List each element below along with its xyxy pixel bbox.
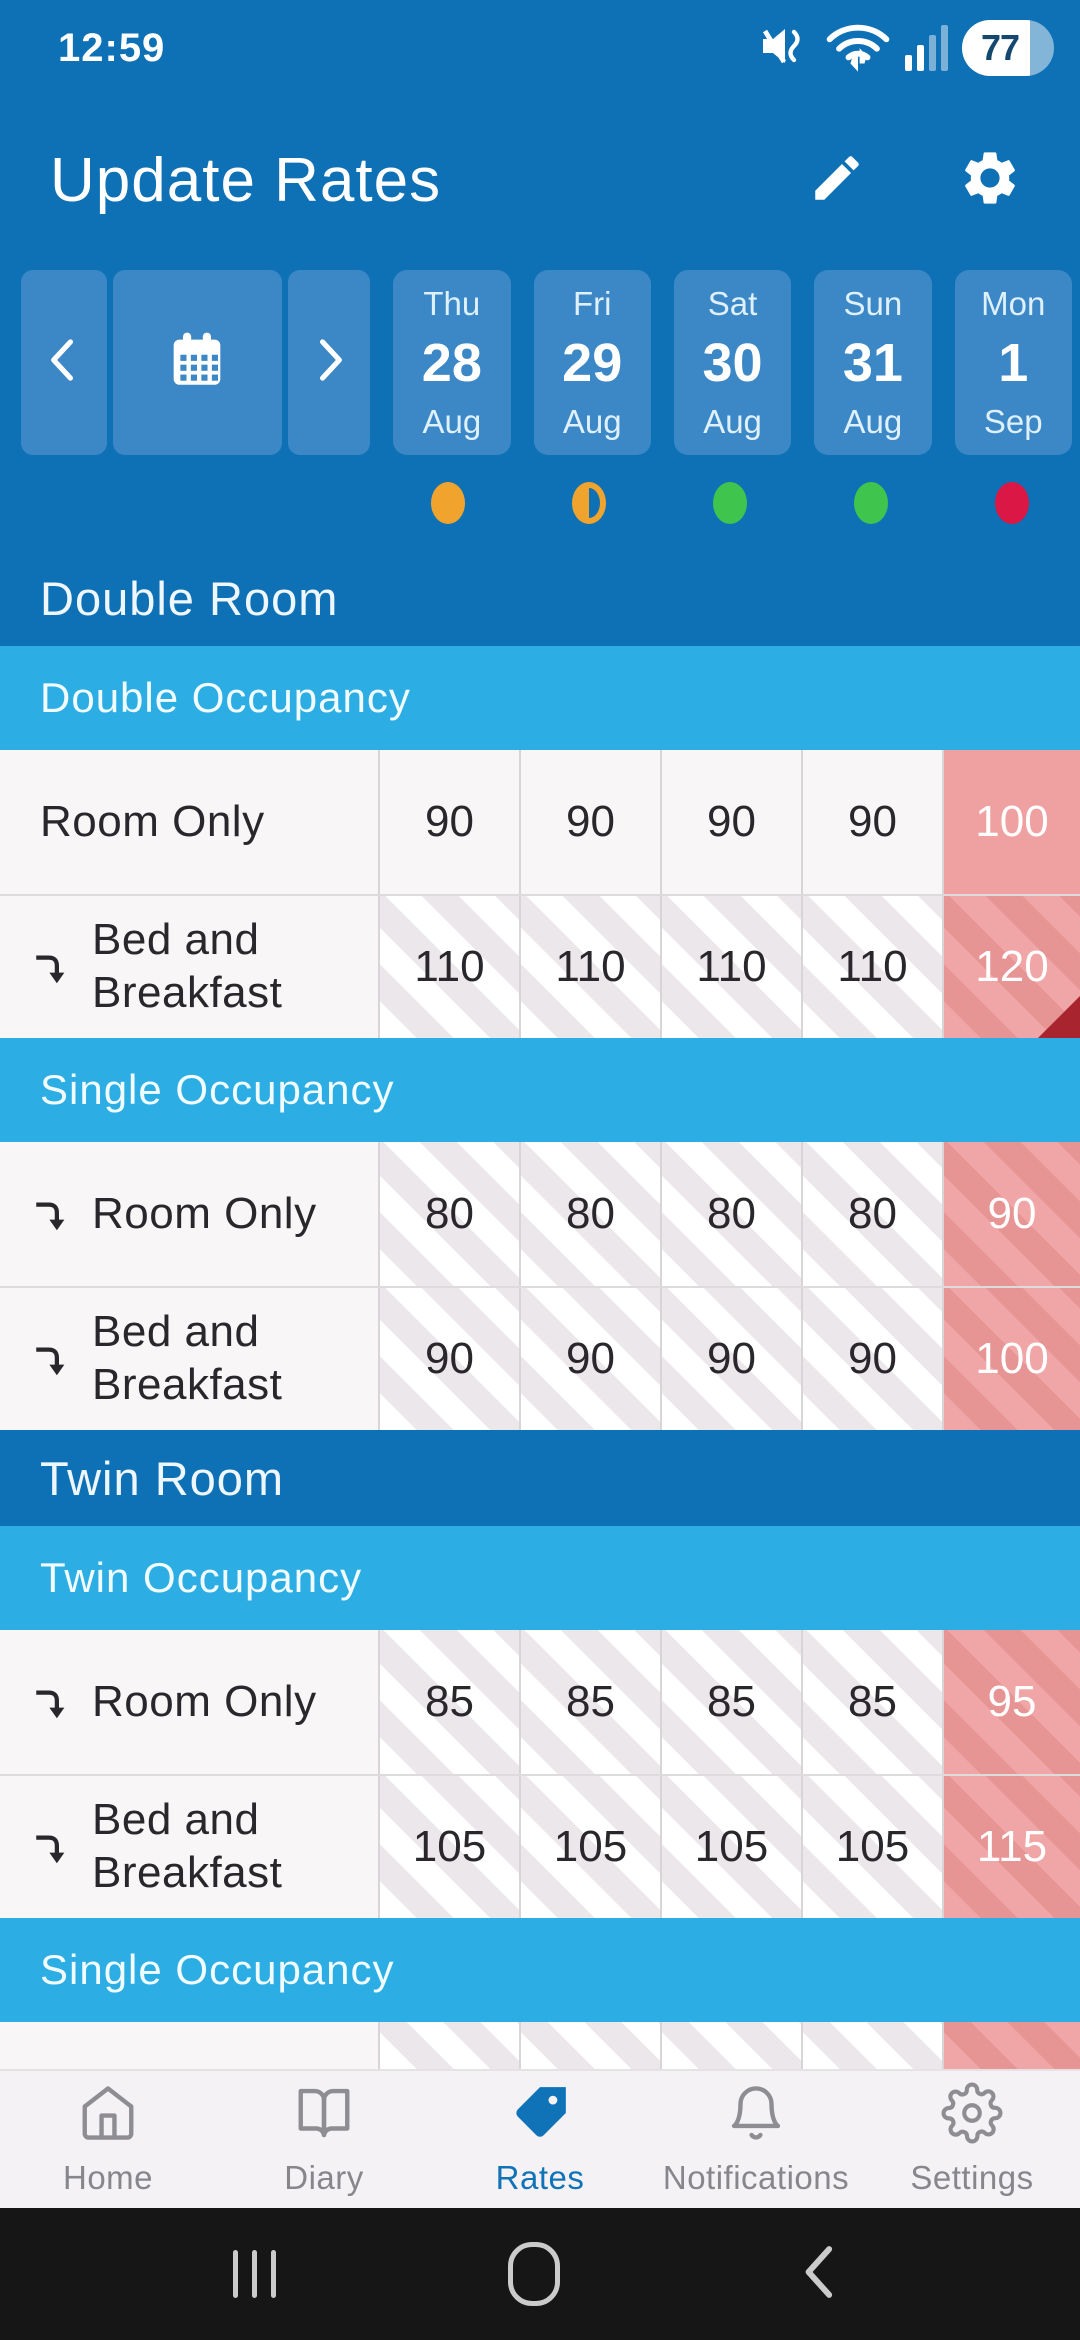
rate-cell[interactable] — [378, 2022, 519, 2069]
rate-cell[interactable]: 85 — [519, 1630, 660, 1774]
prev-chevron-icon — [33, 329, 95, 396]
status-dot-half-orange — [572, 482, 606, 524]
signal-bars-icon — [905, 25, 948, 71]
occupancy-header: Single Occupancy — [0, 1918, 1080, 2022]
room-type-header: Double Room — [0, 550, 1080, 646]
calendar-icon — [162, 325, 232, 400]
page-title: Update Rates — [50, 145, 442, 215]
home-button[interactable] — [508, 2242, 560, 2306]
date-navigation — [0, 270, 1080, 455]
rate-plan-label-cell: Bed and Breakfast — [0, 1776, 378, 1918]
battery-icon — [962, 20, 1054, 76]
recents-button[interactable] — [233, 2250, 276, 2298]
rate-row — [0, 1286, 1080, 1430]
derived-rate-arrow-icon — [30, 947, 70, 987]
rate-cell[interactable]: 90 — [660, 1288, 801, 1430]
rate-cell[interactable] — [660, 2022, 801, 2069]
rate-cell-restricted[interactable]: 120 — [942, 896, 1080, 1038]
rate-cell[interactable]: 110 — [801, 896, 942, 1038]
app-header — [0, 90, 1080, 270]
next-chevron-icon — [298, 329, 360, 396]
rate-cell[interactable]: 85 — [801, 1630, 942, 1774]
rate-plan-label-cell: Bed and Breakfast — [0, 896, 378, 1038]
gear-icon — [941, 2082, 1003, 2149]
date-cell-thu-28[interactable]: Thu 28 Aug — [393, 270, 510, 455]
rate-cell[interactable] — [519, 2022, 660, 2069]
diary-book-icon — [293, 2082, 355, 2149]
home-icon — [77, 2082, 139, 2149]
rate-cell[interactable]: 90 — [378, 1288, 519, 1430]
rate-row — [0, 750, 1080, 894]
rate-plan-label-cell: Room Only — [0, 1142, 378, 1286]
rate-cell[interactable]: 110 — [378, 896, 519, 1038]
wifi-icon — [825, 19, 891, 78]
date-cell-sun-31[interactable]: Sun 31 Aug — [814, 270, 931, 455]
rate-cell-restricted[interactable] — [942, 2022, 1080, 2069]
date-cell-fri-29[interactable]: Fri 29 Aug — [534, 270, 651, 455]
derived-rate-arrow-icon — [30, 1339, 70, 1379]
next-day-button[interactable] — [288, 270, 371, 455]
mute-vibrate-icon — [759, 22, 811, 75]
rate-plan-label-cell: Bed and Breakfast — [0, 1288, 378, 1430]
settings-gear-icon[interactable] — [958, 146, 1022, 215]
clock: 12:59 — [58, 25, 166, 70]
rate-cell[interactable]: 90 — [801, 750, 942, 894]
price-tag-icon — [509, 2082, 571, 2149]
room-type-header: Twin Room — [0, 1430, 1080, 1526]
rate-row — [0, 1142, 1080, 1286]
rate-cell[interactable]: 90 — [660, 750, 801, 894]
date-cell-sat-30[interactable]: Sat 30 Aug — [674, 270, 791, 455]
rate-cell[interactable]: 90 — [519, 750, 660, 894]
rate-cell-restricted[interactable]: 90 — [942, 1142, 1080, 1286]
occupancy-header: Twin Occupancy — [0, 1526, 1080, 1630]
rate-row — [0, 894, 1080, 1038]
rate-cell[interactable]: 80 — [378, 1142, 519, 1286]
edit-pencil-icon[interactable] — [808, 149, 866, 212]
calendar-button[interactable] — [113, 270, 282, 455]
rate-cell[interactable]: 90 — [378, 750, 519, 894]
rate-plan-label-cell: Room Only — [0, 1630, 378, 1774]
derived-rate-arrow-icon — [30, 1682, 70, 1722]
rate-row-partial — [0, 2022, 1080, 2069]
nav-item-diary[interactable]: Diary — [216, 2071, 432, 2208]
android-nav-bar — [0, 2208, 1080, 2340]
back-button[interactable] — [792, 2240, 848, 2309]
day-status-dots — [0, 455, 1080, 550]
battery-percent: 77 — [980, 27, 1020, 68]
rate-cell[interactable]: 85 — [378, 1630, 519, 1774]
rate-cell[interactable] — [801, 2022, 942, 2069]
bottom-nav — [0, 2069, 1080, 2208]
rate-cell-restricted[interactable]: 115 — [942, 1776, 1080, 1918]
rate-cell-restricted[interactable]: 100 — [942, 1288, 1080, 1430]
rate-cell[interactable]: 105 — [801, 1776, 942, 1918]
rate-cell[interactable]: 85 — [660, 1630, 801, 1774]
rate-row — [0, 1630, 1080, 1774]
status-dot-green — [713, 482, 747, 524]
rate-cell[interactable]: 90 — [801, 1288, 942, 1430]
nav-item-settings[interactable]: Settings — [864, 2071, 1080, 2208]
prev-day-button[interactable] — [21, 270, 107, 455]
nav-item-home[interactable]: Home — [0, 2071, 216, 2208]
rate-cell[interactable]: 80 — [801, 1142, 942, 1286]
rate-row — [0, 1774, 1080, 1918]
rate-cell[interactable]: 110 — [519, 896, 660, 1038]
rate-cell[interactable]: 105 — [519, 1776, 660, 1918]
rate-cell[interactable]: 80 — [660, 1142, 801, 1286]
rate-cell[interactable]: 105 — [660, 1776, 801, 1918]
rate-plan-label-cell — [0, 2022, 378, 2069]
rate-cell[interactable]: 80 — [519, 1142, 660, 1286]
rate-plan-label-cell: Room Only — [0, 750, 378, 894]
occupancy-header: Single Occupancy — [0, 1038, 1080, 1142]
rate-cell[interactable]: 90 — [519, 1288, 660, 1430]
rate-cell-restricted[interactable]: 95 — [942, 1630, 1080, 1774]
rate-cell[interactable]: 105 — [378, 1776, 519, 1918]
nav-item-rates[interactable]: Rates — [432, 2071, 648, 2208]
nav-item-notifications[interactable]: Notifications — [648, 2071, 864, 2208]
status-dot-orange — [431, 482, 465, 524]
status-dot-red — [995, 482, 1029, 524]
rate-cell[interactable]: 110 — [660, 896, 801, 1038]
status-dot-green — [854, 482, 888, 524]
status-bar — [0, 0, 1080, 90]
bell-icon — [725, 2082, 787, 2149]
derived-rate-arrow-icon — [30, 1827, 70, 1867]
occupancy-header: Double Occupancy — [0, 646, 1080, 750]
derived-rate-arrow-icon — [30, 1194, 70, 1234]
rate-cell-restricted[interactable]: 100 — [942, 750, 1080, 894]
date-cell-mon-1[interactable]: Mon 1 Sep — [955, 270, 1072, 455]
